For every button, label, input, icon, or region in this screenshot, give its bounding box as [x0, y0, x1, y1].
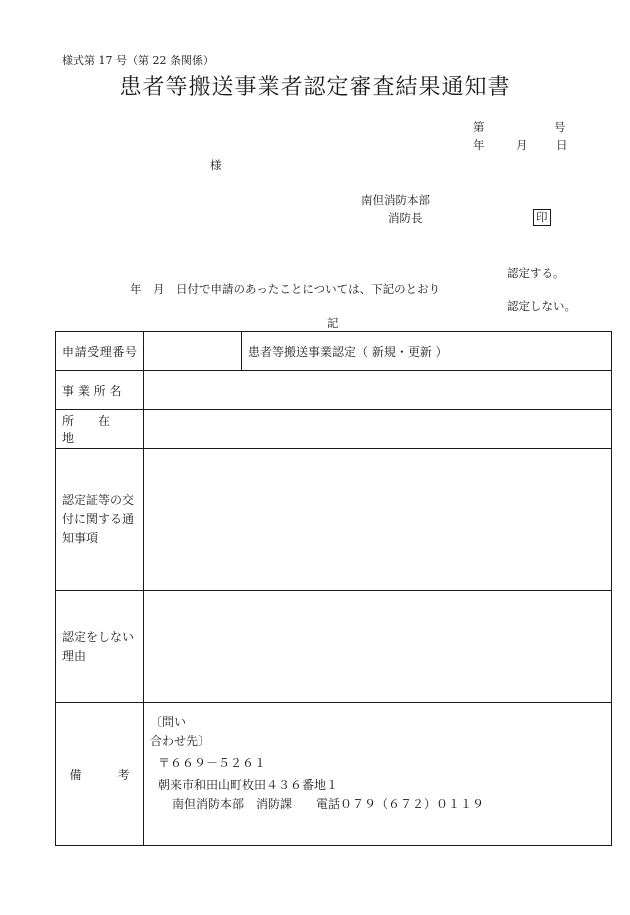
- office-name-field[interactable]: [144, 371, 612, 410]
- table-row: [56, 449, 612, 591]
- table-row: [56, 591, 612, 703]
- table-row: [56, 410, 612, 449]
- option-reject: 認定しない。: [507, 299, 576, 313]
- reference-number-suffix: 号: [554, 120, 566, 134]
- date-year: 年: [473, 138, 485, 152]
- date-day: 日: [556, 138, 568, 152]
- contact-address: 朝来市和田山町枚田４３６番地１: [158, 778, 339, 792]
- form-number: 様式第 17 号（第 22 条関係）: [62, 54, 214, 67]
- remarks-label: 備 考: [56, 703, 144, 846]
- ki-heading: 記: [327, 316, 339, 330]
- reference-number-prefix: 第: [473, 120, 485, 134]
- sender-department: 南但消防本部: [361, 193, 430, 207]
- rejection-reason-field[interactable]: [144, 591, 612, 703]
- inquiry-label-1: 〔問い: [150, 715, 187, 729]
- office-name-label: 事 業 所 名: [56, 371, 144, 410]
- table-row: [56, 332, 612, 371]
- application-number-field[interactable]: [144, 332, 242, 371]
- sender-title: 消防長: [388, 211, 423, 225]
- addressee-honorific: 様: [210, 158, 222, 172]
- certification-type: 患者等搬送事業認定（ 新規・更新 ）: [242, 332, 612, 371]
- rejection-reason-label: 認定をしない理由: [56, 591, 144, 703]
- remarks-content: [144, 703, 612, 846]
- application-number-label: 申請受理番号: [56, 332, 144, 371]
- seal-mark: 印: [533, 209, 551, 226]
- notice-sentence: 年 月 日付で申請のあったことについては、下記のとおり: [130, 282, 441, 296]
- certificate-notice-label: 認定証等の交付に関する通知事項: [56, 449, 144, 591]
- inquiry-label-2: 合わせ先〕: [150, 734, 211, 748]
- location-label: 所 在 地: [56, 410, 144, 449]
- contact-phone: 南但消防本部 消防課 電話０７９（６７２）０１１９: [172, 797, 485, 811]
- location-field[interactable]: [144, 410, 612, 449]
- table-row: [56, 703, 612, 846]
- date-month: 月: [516, 138, 528, 152]
- result-table: [55, 331, 612, 846]
- postal-code: 〒６６９－５２６１: [158, 756, 267, 770]
- table-row: [56, 371, 612, 410]
- document-title: 患者等搬送事業者認定審査結果通知書: [119, 75, 511, 100]
- certificate-notice-field[interactable]: [144, 449, 612, 591]
- option-approve: 認定する。: [507, 266, 565, 280]
